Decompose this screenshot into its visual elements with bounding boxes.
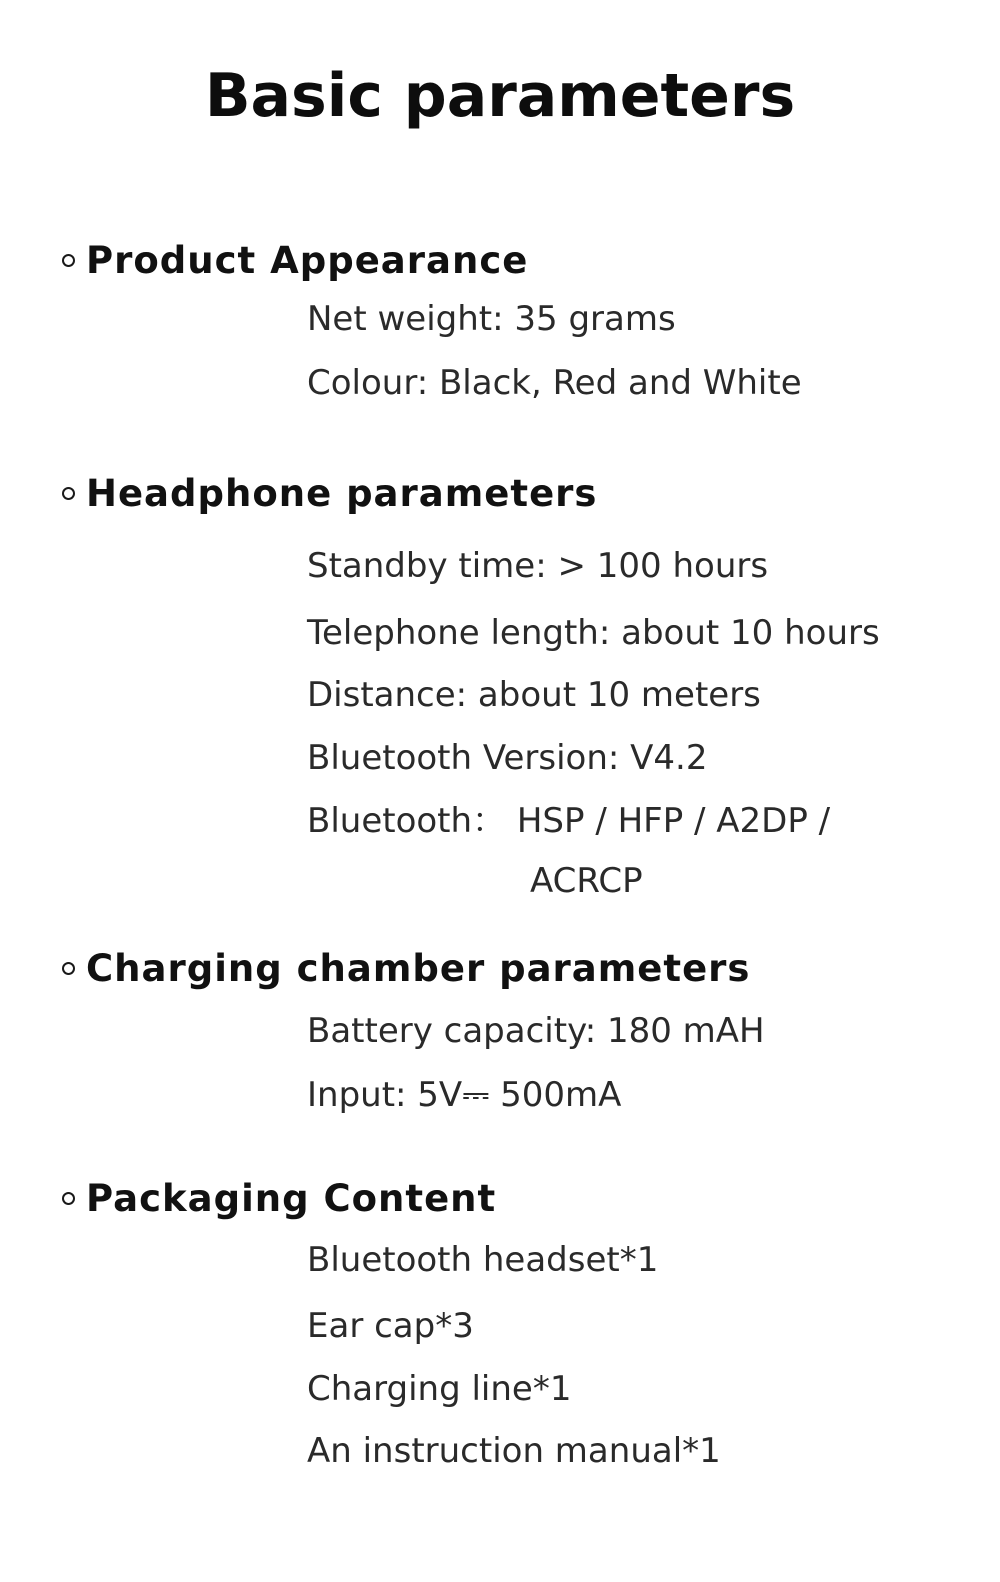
spec-net-weight: Net weight: 35 grams bbox=[307, 299, 676, 339]
spec-input: Input: 5V⎓ 500mA bbox=[307, 1075, 622, 1115]
circle-bullet-icon bbox=[62, 487, 75, 500]
section-product-appearance bbox=[62, 235, 528, 285]
section-heading: Product Appearance bbox=[86, 238, 529, 282]
section-heading: Packaging Content bbox=[86, 1176, 497, 1220]
page-title: Basic parameters bbox=[204, 61, 796, 131]
circle-bullet-icon bbox=[62, 254, 75, 267]
spec-standby-time: Standby time: > 100 hours bbox=[307, 546, 769, 586]
package-item-manual: An instruction manual*1 bbox=[307, 1431, 721, 1471]
spec-colour: Colour: Black, Red and White bbox=[307, 363, 802, 403]
spec-bluetooth-profiles-continued: ACRCP bbox=[530, 861, 643, 901]
section-headphone-parameters bbox=[62, 468, 597, 518]
circle-bullet-icon bbox=[62, 1192, 75, 1205]
spec-battery-capacity: Battery capacity: 180 mAH bbox=[307, 1011, 765, 1051]
section-heading: Charging chamber parameters bbox=[86, 946, 751, 990]
section-charging-chamber-parameters bbox=[62, 943, 750, 993]
package-item-headset: Bluetooth headset*1 bbox=[307, 1240, 659, 1280]
spec-distance: Distance: about 10 meters bbox=[307, 675, 761, 715]
section-packaging-content bbox=[62, 1173, 496, 1223]
spec-bluetooth-profiles: Bluetooth： HSP / HFP / A2DP / bbox=[307, 801, 831, 841]
package-item-charging-line: Charging line*1 bbox=[307, 1369, 572, 1409]
package-item-ear-cap: Ear cap*3 bbox=[307, 1306, 474, 1346]
section-heading: Headphone parameters bbox=[86, 471, 598, 515]
spec-bluetooth-version: Bluetooth Version: V4.2 bbox=[307, 738, 708, 778]
circle-bullet-icon bbox=[62, 962, 75, 975]
spec-telephone-length: Telephone length: about 10 hours bbox=[307, 613, 880, 653]
